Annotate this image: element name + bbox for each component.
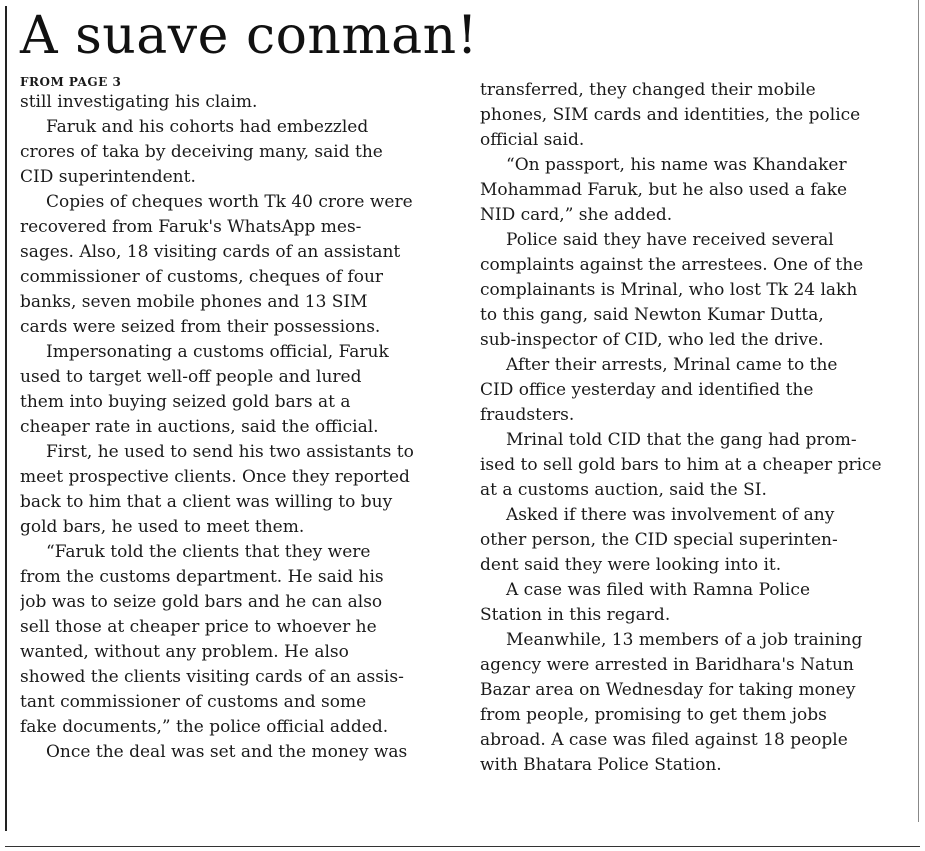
article-line: used to target well-off people and lured — [20, 367, 362, 387]
article-line: Impersonating a customs official, Faruk — [46, 342, 389, 362]
article-line: Copies of cheques worth Tk 40 crore were — [46, 192, 413, 212]
article-column-left — [20, 72, 460, 765]
article-line: back to him that a client was willing to buy — [20, 492, 393, 512]
article-line: complainants is Mrinal, who lost Tk 24 lakh — [480, 280, 858, 300]
article-line: fraudsters. — [480, 405, 575, 425]
article-line: A case was filed with Ramna Police — [506, 580, 811, 600]
article-line: official said. — [480, 130, 585, 150]
article-line: meet prospective clients. Once they reported — [20, 467, 410, 487]
article-line: ised to sell gold bars to him at a cheaper price — [480, 455, 882, 475]
article-line: agency were arrested in Baridhara's Natun — [480, 655, 854, 675]
article-line: sell those at cheaper price to whoever he — [20, 617, 377, 637]
article-line: “On passport, his name was Khandaker — [506, 155, 847, 175]
article-line: sages. Also, 18 visiting cards of an assistant — [20, 242, 401, 262]
article-line: Meanwhile, 13 members of a job training — [506, 630, 863, 650]
article-line: “Faruk told the clients that they were — [46, 542, 371, 562]
article-line: fake documents,” the police official added. — [20, 717, 389, 737]
headline: A suave conman! — [20, 6, 479, 66]
article-line: commissioner of customs, cheques of four — [20, 267, 384, 287]
article-line: First, he used to send his two assistants to — [46, 442, 414, 462]
article-line: from people, promising to get them jobs — [480, 705, 827, 725]
article-line: NID card,” she added. — [480, 205, 673, 225]
article-line: sub-inspector of CID, who led the drive. — [480, 330, 824, 350]
article-line: wanted, without any problem. He also — [20, 642, 349, 662]
article-line: banks, seven mobile phones and 13 SIM — [20, 292, 368, 312]
article-line: them into buying seized gold bars at a — [20, 392, 351, 412]
article-line: other person, the CID special superinten- — [480, 530, 838, 550]
article-column-right — [480, 78, 920, 778]
article-line: Mohammad Faruk, but he also used a fake — [480, 180, 848, 200]
article-line: Bazar area on Wednesday for taking money — [480, 680, 856, 700]
article-line: CID superintendent. — [20, 167, 196, 187]
article-line: showed the clients visiting cards of an assis- — [20, 667, 404, 687]
article-line: with Bhatara Police Station. — [480, 755, 722, 775]
article-line: Asked if there was involvement of any — [506, 505, 835, 525]
article-line: After their arrests, Mrinal came to the — [506, 355, 838, 375]
article-line: tant commissioner of customs and some — [20, 692, 367, 712]
article-line: recovered from Faruk's WhatsApp mes- — [20, 217, 362, 237]
article-line: Once the deal was set and the money was — [46, 742, 408, 762]
article-line: abroad. A case was filed against 18 people — [480, 730, 848, 750]
article-line: from the customs department. He said his — [20, 567, 384, 587]
article-line: at a customs auction, said the SI. — [480, 480, 767, 500]
article-line: Faruk and his cohorts had embezzled — [46, 117, 369, 137]
article-line: cheaper rate in auctions, said the official. — [20, 417, 379, 437]
article-line: phones, SIM cards and identities, the police — [480, 105, 861, 125]
article-line: Station in this regard. — [480, 605, 671, 625]
article-line: still investigating his claim. — [20, 92, 258, 112]
article-line: cards were seized from their possessions. — [20, 317, 381, 337]
article-line: crores of taka by deceiving many, said the — [20, 142, 383, 162]
article-line: CID office yesterday and identified the — [480, 380, 814, 400]
article-line: job was to seize gold bars and he can also — [20, 592, 383, 612]
bottom-rule — [5, 846, 920, 847]
left-column-rule — [5, 6, 7, 831]
from-page-kicker: FROM PAGE 3 — [20, 75, 122, 89]
article-line: Mrinal told CID that the gang had prom- — [506, 430, 857, 450]
article-line: Police said they have received several — [506, 230, 834, 250]
article-line: complaints against the arrestees. One of the — [480, 255, 864, 275]
article-line: transferred, they changed their mobile — [480, 80, 816, 100]
article-line: gold bars, he used to meet them. — [20, 517, 305, 537]
article-line: to this gang, said Newton Kumar Dutta, — [480, 305, 824, 325]
article-line: dent said they were looking into it. — [480, 555, 782, 575]
